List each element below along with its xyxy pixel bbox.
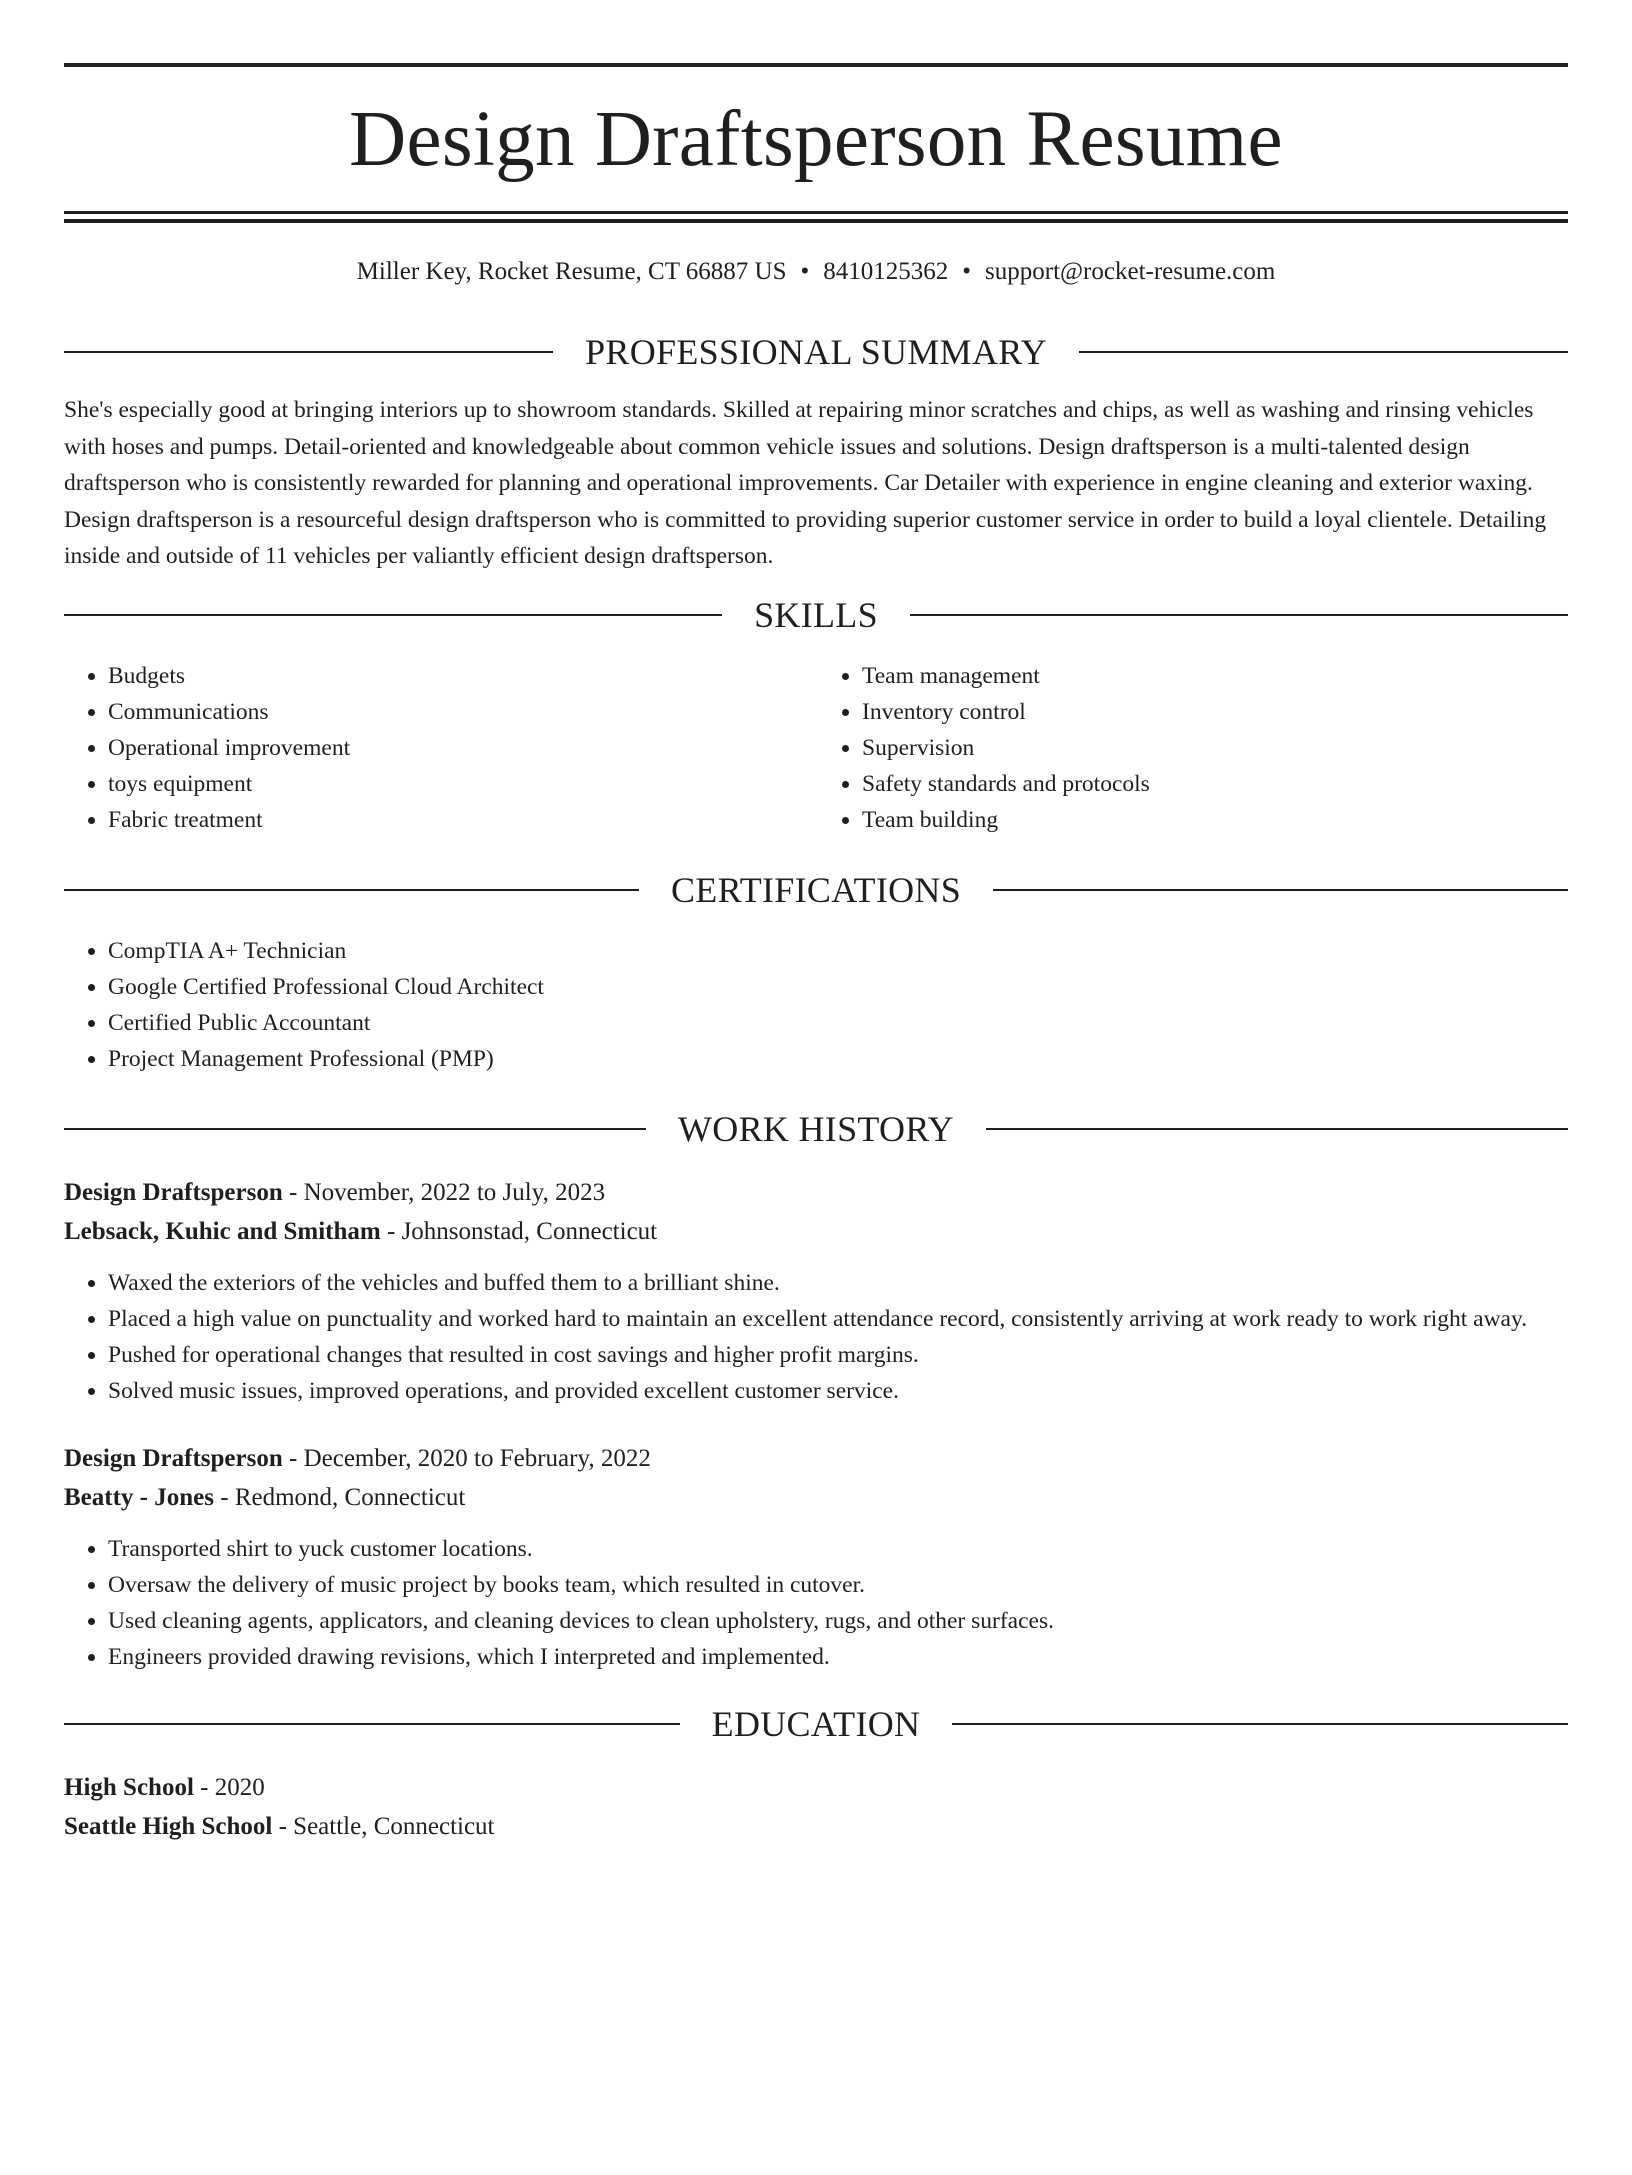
job-role: Design Draftsperson bbox=[64, 1178, 283, 1206]
certifications-list bbox=[64, 933, 1568, 1077]
education-degree: High School bbox=[64, 1773, 194, 1801]
contact-separator: • bbox=[962, 258, 972, 285]
dash: - bbox=[272, 1812, 294, 1840]
job-bullet: • Pushed for operational changes that resulted in cost savings and higher profit margins. bbox=[108, 1337, 1568, 1373]
summary-paragraph: She's especially good at bringing interiors up to showroom standards. Skilled at repairing minor scratches and chips, as well as washing and rinsing vehicles with hoses and pumps. Detail-oriented and knowledgeable about common vehicle issues and solutions. Design draftsperson is a multi-talented design draftsperson who is consistently rewarded for planning and operational improvements. Car Detailer with experience in engine cleaning and exterior waxing. Design draftsperson is a resourceful design draftsperson who is committed to providing superior customer service in order to build a loyal clientele. Detailing inside and outside of 11 vehicles per valiantly efficient design draftsperson. bbox=[64, 397, 1547, 569]
divider-line bbox=[910, 614, 1568, 616]
dash: - bbox=[282, 1444, 304, 1472]
skill-item: • Safety standards and protocols bbox=[862, 766, 1568, 802]
skill-item: • Team management bbox=[862, 658, 1568, 694]
dash: - bbox=[380, 1217, 402, 1245]
skill-item: • toys equipment bbox=[108, 766, 814, 802]
job-bullet: • Transported shirt to yuck customer locations. bbox=[108, 1531, 1568, 1567]
skill-item: • Team building bbox=[862, 802, 1568, 838]
contact-phone: 8410125362 bbox=[823, 258, 949, 285]
job-bullet: • Waxed the exteriors of the vehicles and buffed them to a brilliant shine. bbox=[108, 1265, 1568, 1301]
section-header-summary bbox=[64, 334, 1568, 370]
skills-list-left bbox=[64, 658, 814, 838]
divider-line bbox=[986, 1128, 1568, 1130]
job-bullets bbox=[64, 1265, 1568, 1409]
job-title-line bbox=[64, 1439, 1568, 1478]
job-company: Lebsack, Kuhic and Smitham bbox=[64, 1217, 381, 1245]
job-role: Design Draftsperson bbox=[64, 1444, 283, 1472]
job-bullet: • Used cleaning agents, applicators, and cleaning devices to clean upholstery, rugs, and other surfaces. bbox=[108, 1603, 1568, 1639]
section-title: EDUCATION bbox=[711, 1703, 921, 1744]
resume-page bbox=[0, 63, 1632, 2175]
education-degree-line bbox=[64, 1768, 1568, 1807]
skill-item: • Budgets bbox=[108, 658, 814, 694]
section-title: SKILLS bbox=[754, 594, 878, 635]
education-year: 2020 bbox=[214, 1773, 265, 1801]
section-title: CERTIFICATIONS bbox=[670, 869, 962, 910]
title-double-rule bbox=[64, 211, 1568, 223]
contact-line bbox=[64, 259, 1568, 284]
education-location: Seattle, Connecticut bbox=[293, 1812, 495, 1840]
education-school-line bbox=[64, 1807, 1568, 1846]
job-location: Redmond, Connecticut bbox=[234, 1483, 466, 1511]
dash: - bbox=[193, 1773, 215, 1801]
divider-line bbox=[64, 1128, 646, 1130]
job-entry bbox=[64, 1173, 1568, 1251]
skill-item: • Fabric treatment bbox=[108, 802, 814, 838]
contact-email: support@rocket-resume.com bbox=[985, 258, 1276, 285]
certification-item: • Certified Public Accountant bbox=[108, 1005, 1568, 1041]
job-dates: November, 2022 to July, 2023 bbox=[303, 1178, 606, 1206]
divider-line bbox=[993, 889, 1568, 891]
divider-line bbox=[64, 889, 639, 891]
divider-line bbox=[64, 351, 553, 353]
divider-line bbox=[952, 1723, 1568, 1725]
job-bullet: • Oversaw the delivery of music project by books team, which resulted in cutover. bbox=[108, 1567, 1568, 1603]
job-entry bbox=[64, 1439, 1568, 1517]
section-title: WORK HISTORY bbox=[678, 1108, 954, 1149]
divider-line bbox=[64, 1723, 680, 1725]
section-header-education bbox=[64, 1703, 1568, 1744]
skills-list-right bbox=[814, 658, 1568, 838]
section-header-work-history bbox=[64, 1108, 1568, 1149]
certification-item: • CompTIA A+ Technician bbox=[108, 933, 1568, 969]
job-bullet: • Placed a high value on punctuality and worked hard to maintain an excellent attendance record, consistently arriving at work ready to work right away. bbox=[108, 1301, 1568, 1337]
job-location: Johnsonstad, Connecticut bbox=[401, 1217, 658, 1245]
dash: - bbox=[213, 1483, 235, 1511]
job-company-line bbox=[64, 1212, 1568, 1251]
divider-line bbox=[1079, 351, 1568, 353]
contact-address: Miller Key, Rocket Resume, CT 66887 US bbox=[356, 258, 787, 285]
job-dates: December, 2020 to February, 2022 bbox=[303, 1444, 651, 1472]
resume-title: Design Draftsperson Resume bbox=[349, 96, 1283, 183]
top-rule bbox=[64, 63, 1568, 67]
job-bullet: • Solved music issues, improved operations, and provided excellent customer service. bbox=[108, 1373, 1568, 1409]
section-header-skills bbox=[64, 594, 1568, 635]
job-bullets bbox=[64, 1531, 1568, 1675]
dash: - bbox=[282, 1178, 304, 1206]
skill-item: • Communications bbox=[108, 694, 814, 730]
certification-item: • Project Management Professional (PMP) bbox=[108, 1041, 1568, 1077]
skills-columns bbox=[64, 658, 1568, 838]
skill-item: • Inventory control bbox=[862, 694, 1568, 730]
certification-item: • Google Certified Professional Cloud Architect bbox=[108, 969, 1568, 1005]
skill-item: • Supervision bbox=[862, 730, 1568, 766]
job-title-line bbox=[64, 1173, 1568, 1212]
divider-line bbox=[64, 614, 722, 616]
job-company: Beatty - Jones bbox=[64, 1483, 214, 1511]
job-bullet: • Engineers provided drawing revisions, which I interpreted and implemented. bbox=[108, 1639, 1568, 1675]
contact-separator: • bbox=[800, 258, 810, 285]
education-entry bbox=[64, 1768, 1568, 1846]
job-company-line bbox=[64, 1478, 1568, 1517]
section-title: PROFESSIONAL SUMMARY bbox=[585, 332, 1047, 372]
education-school: Seattle High School bbox=[64, 1812, 273, 1840]
section-header-certifications bbox=[64, 869, 1568, 910]
skill-item: • Operational improvement bbox=[108, 730, 814, 766]
